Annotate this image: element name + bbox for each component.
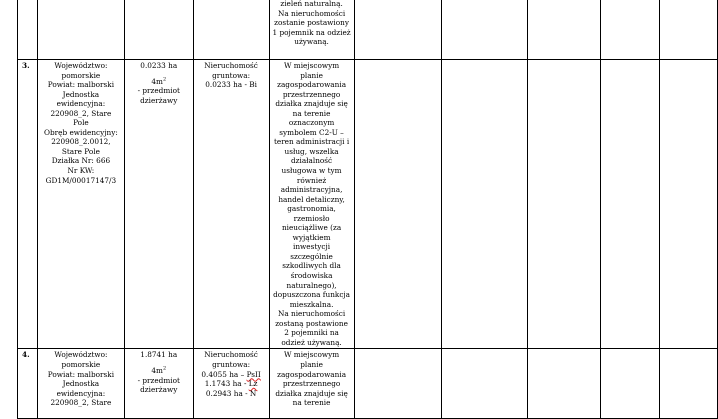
cell-empty (527, 60, 600, 349)
cell-empty (441, 0, 527, 60)
cell-description: W miejscowym planie zagospodarowania przestrzennego działka znajduje się na terenie oznaczonym symbolem C2-U – teren administracji i usług, wszelka działalność usługowa w tym również administracyjna, handel detaliczny, gastronomia, rzemiosło nieuciążliwe (za wyjątkiem inwestycji szczególnie szkodliwych dla środowiska naturalnego), dopuszczona funkcja mieszkalna. Na nieruchomości zostaną postawione 2 pojemniki na odzież używaną. (269, 60, 354, 349)
cell-empty (354, 60, 441, 349)
cell-location: Województwo: pomorskie Powiat: malborski Jednostka ewidencyjna: 220908_2, Stare (37, 349, 124, 419)
cell-location: Województwo: pomorskie Powiat: malborski Jednostka ewidencyjna: 220908_2, Stare Pole Obręb ewidencyjny: 220908_2.0012, Stare Pole Działka Nr: 666 Nr KW: GD1M/00017147/3 (37, 60, 124, 349)
cell-description: W miejscowym planie zagospodarowania przestrzennego działka znajduje się na terenie (269, 349, 354, 419)
cell-area: 0.0233 ha $4m^2$ - przedmiot dzierżawy (124, 60, 193, 349)
lease-area: $4m^2$ (151, 365, 167, 375)
spellcheck-marked-word: Lz (248, 379, 258, 389)
cell-land-type: Nieruchomość gruntowa: 0.0233 ha - Bi (193, 60, 269, 349)
cell-land-type: Nieruchomość gruntowa: 0.4055 ha – PsII 1.1743 ha - Lz 0.2943 ha - N (193, 349, 269, 419)
table-row-continued (18, 0, 718, 60)
cell-description: zieleń naturalną. Na nieruchomości zostanie postawiony 1 pojemnik na odzież używaną. (269, 0, 354, 60)
cell-empty (527, 0, 600, 60)
cell-empty (601, 60, 660, 349)
cell-location (37, 0, 124, 60)
cell-empty (441, 349, 527, 419)
table-row-3 (18, 60, 718, 349)
table-row-4 (18, 349, 718, 419)
cell-empty (660, 349, 718, 419)
cell-empty (354, 0, 441, 60)
lease-area: $4m^2$ (151, 76, 167, 86)
cell-empty (660, 60, 718, 349)
cell-land-type (193, 0, 269, 60)
cell-area (124, 0, 193, 60)
cell-number (18, 0, 38, 60)
cell-empty (601, 349, 660, 419)
spellcheck-marked-word: PsII (246, 369, 261, 379)
cell-empty (354, 349, 441, 419)
cell-empty (660, 0, 718, 60)
cell-empty (527, 349, 600, 419)
cell-area: 1.8741 ha $4m^2$ - przedmiot dzierżawy (124, 349, 193, 419)
cell-empty (441, 60, 527, 349)
cell-empty (601, 0, 660, 60)
row-number: 3. (18, 60, 38, 349)
lease-property-table (17, 0, 718, 419)
row-number: 4. (18, 349, 38, 419)
